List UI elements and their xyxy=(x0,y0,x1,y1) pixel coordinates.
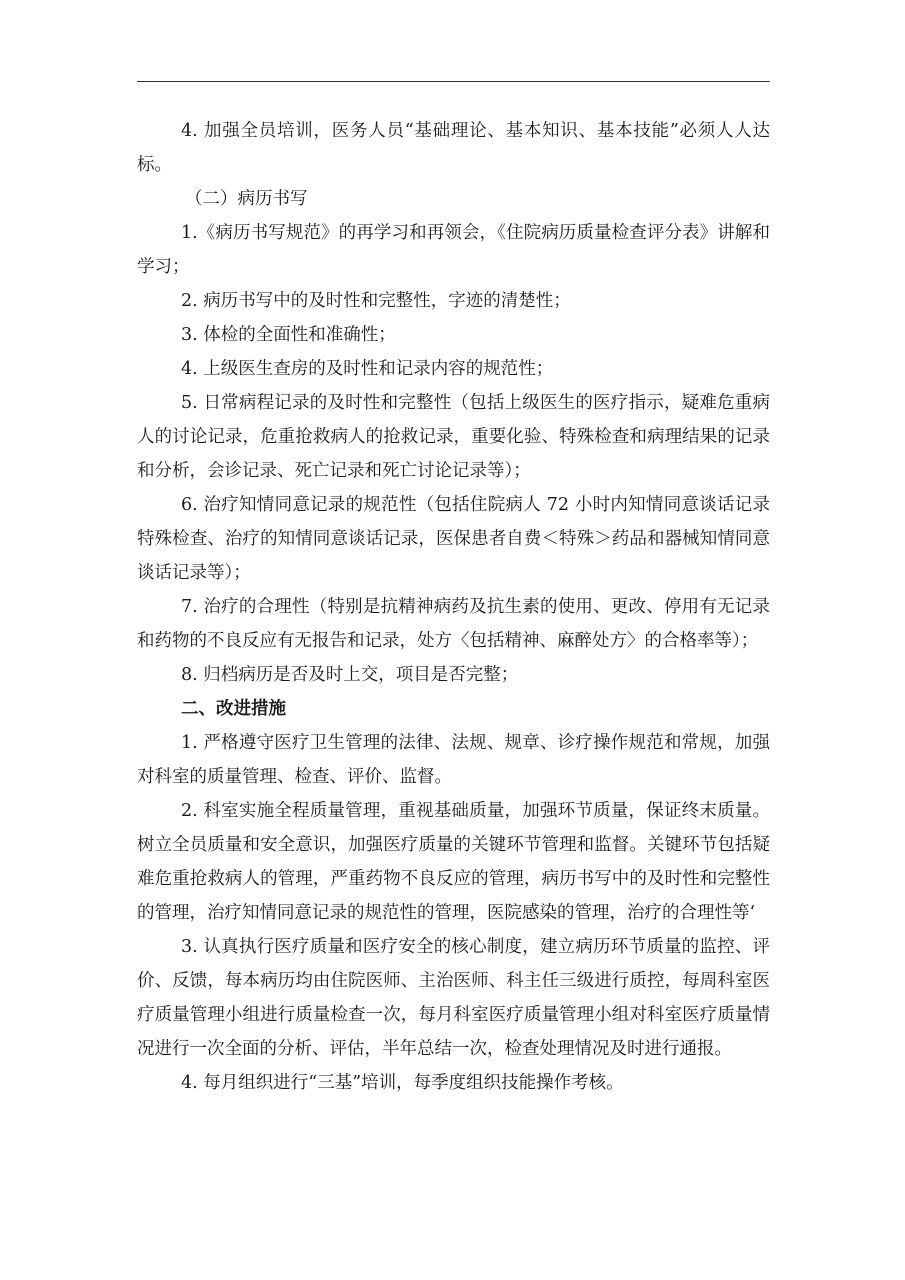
paragraph-records-2: 2. 病历书写中的及时性和完整性，字迹的清楚性； xyxy=(181,291,571,311)
section-heading-improvements: 二、改进措施 xyxy=(181,699,286,719)
paragraph-records-1: 1.《病历书写规范》的再学习和再领会，《住院病历质量检查评分表》讲解和学习； xyxy=(137,223,770,277)
paragraph-improvement-2: 2. 科室实施全程质量管理，重视基础质量，加强环节质量，保证终末质量。树立全员质量和安全意识，加强医疗质量的关键环节管理和监督。关键环节包括疑难危重抢救病人的管理，严重药物不良反应的管理，病历书写中的及时性和完整性的管理，治疗知情同意记录的规范性的管理，医院感染的管理，治疗的合理性等‘ xyxy=(137,801,770,923)
paragraph-records-8: 8. 归档病历是否及时上交，项目是否完整； xyxy=(181,665,519,685)
paragraph-records-3: 3. 体检的全面性和准确性； xyxy=(181,325,396,345)
paragraph-training: 4. 加强全员培训，医务人员“基础理论、基本知识、基本技能”必须人人达标。 xyxy=(137,121,770,175)
paragraph-improvement-4: 4. 每月组织进行“三基”培训，每季度组织技能操作考核。 xyxy=(181,1073,624,1093)
paragraph-records-5: 5. 日常病程记录的及时性和完整性（包括上级医生的医疗指示，疑难危重病人的讨论记录，危重抢救病人的抢救记录，重要化验、特殊检查和病理结果的记录和分析，会诊记录、死亡记录和死亡讨论记录等）； xyxy=(137,393,770,481)
paragraph-improvement-1: 1. 严格遵守医疗卫生管理的法律、法规、规章、诊疗操作规范和常规，加强对科室的质量管理、检查、评价、监督。 xyxy=(137,733,770,787)
paragraph-records-4: 4. 上级医生查房的及时性和记录内容的规范性； xyxy=(181,359,554,379)
document-body xyxy=(137,114,770,1100)
paragraph-records-6: 6. 治疗知情同意记录的规范性（包括住院病人 72 小时内知情同意谈话记录特殊检查、治疗的知情同意谈话记录，医保患者自费＜特殊＞药品和器械知情同意谈话记录等）； xyxy=(137,495,770,583)
paragraph-records-7: 7. 治疗的合理性（特别是抗精神病药及抗生素的使用、更改、停用有无记录和药物的不良反应有无报告和记录，处方〈包括精神、麻醉处方〉的合格率等）； xyxy=(137,597,770,651)
header-rule xyxy=(137,81,770,82)
paragraph-improvement-3: 3. 认真执行医疗质量和医疗安全的核心制度，建立病历环节质量的监控、评价、反馈，每本病历均由住院医师、主治医师、科主任三级进行质控，每周科室医疗质量管理小组进行质量检查一次，每月科室医疗质量管理小组对科室医疗质量情况进行一次全面的分析、评估，半年总结一次，检查处理情况及时进行通报。 xyxy=(137,937,770,1059)
section-heading-medical-records: （二）病历书写 xyxy=(185,189,308,209)
